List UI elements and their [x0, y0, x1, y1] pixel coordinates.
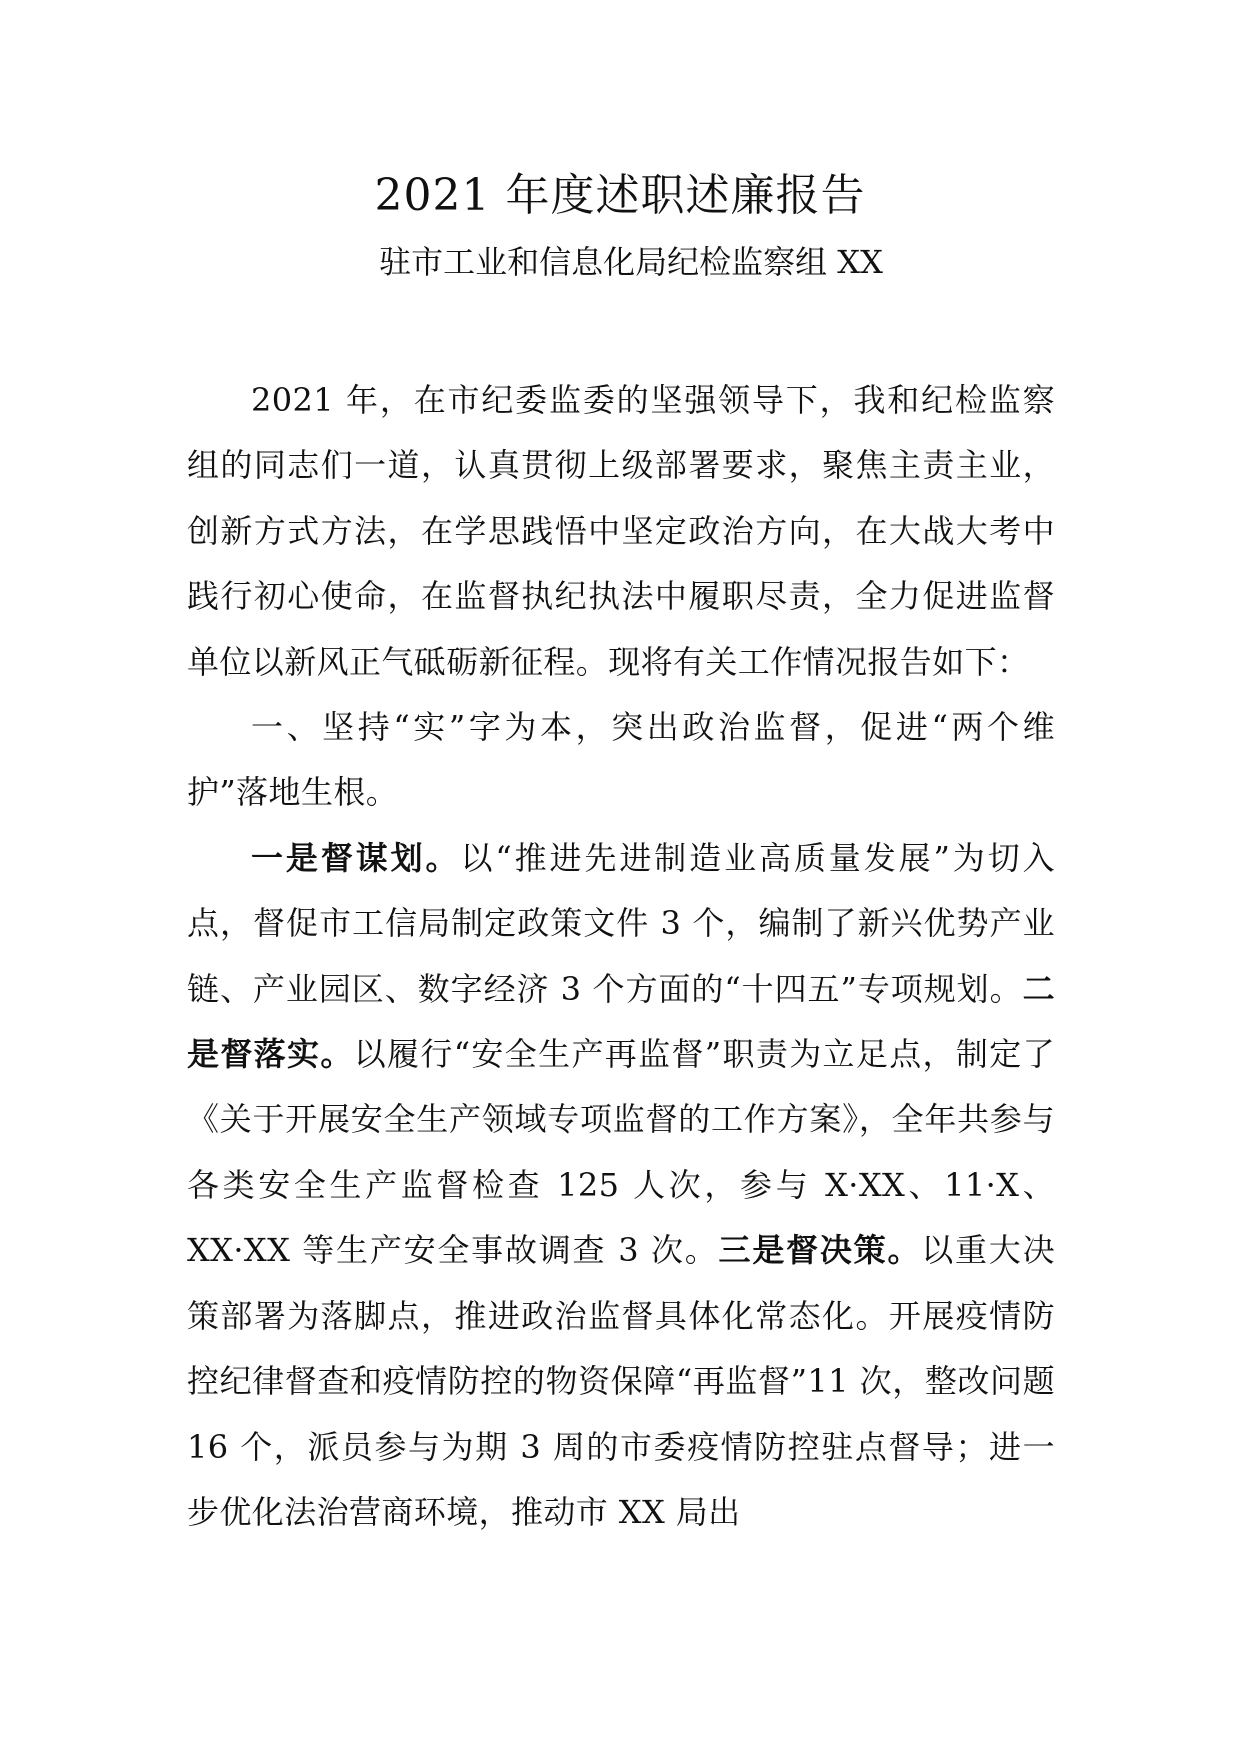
section-1-paragraph — [187, 826, 1055, 1545]
document-body — [187, 368, 1055, 1545]
point-2-lead: 二是督落实。 — [187, 969, 1055, 1074]
section-1-heading: 一、坚持“实”字为本，突出政治监督，促进“两个维护”落地生根。 — [187, 708, 1055, 812]
point-3-text: 以重大决策部署为落脚点，推进政治监督具体化常态化。开展疫情防控纪律督查和疫情防控的物资保障“再监督”11 次，整改问题 16 个，派员参与为期 3 周的市委疫情防控驻点督导；进一步优化法治营商环境，推动市 XX 局出 — [187, 1231, 1055, 1531]
document-title: 2021 年度述职述廉报告 — [374, 170, 866, 221]
point-1-text: 以“推进先进制造业高质量发展”为切入点，督促市工信局制定政策文件 3 个，编制了新兴优势产业链、产业园区、数字经济 3 个方面的“十四五”专项规划。 — [187, 838, 1055, 1008]
point-2-text: 以履行“安全生产再监督”职责为立足点，制定了《关于开展安全生产领域专项监督的工作方案》，全年共参与各类安全生产监督检查 125 人次，参与 X·XX、11·X、XX·XX 等生产安全事故调查 3 次。 — [187, 1035, 1055, 1270]
point-1-lead: 一是督谋划。 — [251, 838, 461, 877]
point-3-lead: 三是督决策。 — [718, 1231, 922, 1270]
intro-paragraph: 2021 年，在市纪委监委的坚强领导下，我和纪检监察组的同志们一道，认真贯彻上级部署要求，聚焦主责主业，创新方式方法，在学思践悟中坚定政治方向，在大战大考中践行初心使命，在监督执纪执法中履职尽责，全力促进监督单位以新风正气砥砺新征程。现将有关工作情况报告如下： — [187, 381, 1055, 681]
document-subtitle: 驻市工业和信息化局纪检监察组 XX — [379, 243, 883, 281]
